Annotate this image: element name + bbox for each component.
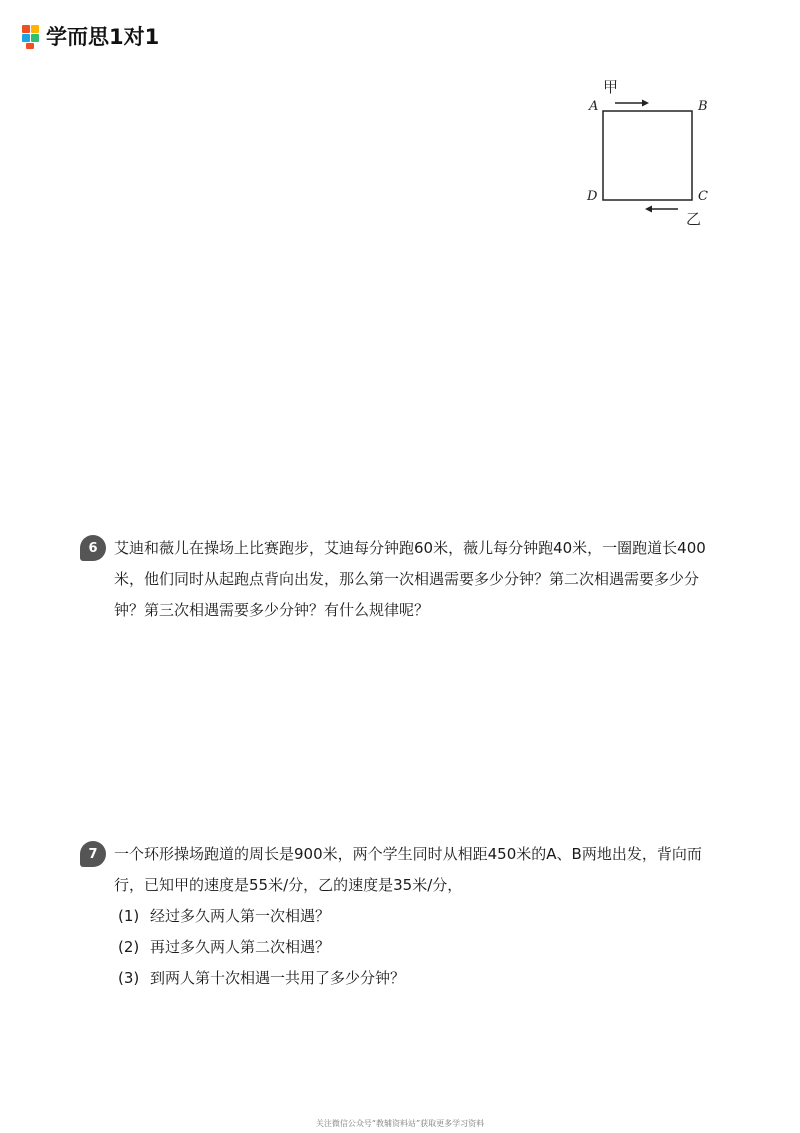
problem-7	[80, 839, 720, 994]
sub-question-1	[80, 901, 720, 932]
sub-question-index: (1)	[118, 907, 140, 925]
arrow-left-icon	[645, 206, 678, 213]
square-track	[603, 111, 692, 200]
problem-6-line-2: 米，他们同时从起跑点背向出发，那么第一次相遇需要多少分钟？第二次相遇需要多少分	[114, 570, 700, 588]
logo-mark-icon	[22, 23, 42, 49]
vertex-c: C	[698, 189, 708, 204]
problem-number-badge: 7	[80, 841, 106, 867]
sub-question-index: (3)	[118, 969, 140, 987]
label-yi: 乙	[686, 210, 702, 228]
sub-question-text: 到两人第十次相遇一共用了多少分钟？	[150, 969, 406, 987]
problem-6-line-3: 钟？第三次相遇需要多少分钟？有什么规律呢？	[114, 601, 430, 619]
problem-7-line-2: 行，已知甲的速度是55米/分，乙的速度是35米/分，	[114, 876, 463, 894]
problem-6-line-1: 艾迪和薇儿在操场上比赛跑步，艾迪每分钟跑60米，薇儿每分钟跑40米，一圈跑道长400	[114, 539, 706, 557]
sub-question-2	[80, 932, 720, 963]
vertex-d: D	[587, 189, 598, 204]
square-track-figure	[580, 72, 720, 232]
vertex-b: B	[698, 99, 708, 114]
problem-number-badge: 6	[80, 535, 106, 561]
problem-6	[80, 533, 720, 626]
sub-question-3	[80, 963, 720, 994]
vertex-a: A	[589, 99, 599, 114]
sub-question-index: (2)	[118, 938, 140, 956]
logo	[22, 22, 159, 50]
label-jia: 甲	[603, 78, 619, 96]
problem-7-line-1: 一个环形操场跑道的周长是900米，两个学生同时从相距450米的A、B两地出发，背向而	[114, 845, 702, 863]
sub-question-text: 再过多久两人第二次相遇？	[150, 938, 331, 956]
footer-note: 关注微信公众号“教辅资料站”获取更多学习资料	[315, 1119, 485, 1128]
logo-text: 学而思1对1	[46, 25, 160, 49]
arrow-right-icon	[615, 100, 649, 107]
sub-question-text: 经过多久两人第一次相遇？	[150, 907, 331, 925]
